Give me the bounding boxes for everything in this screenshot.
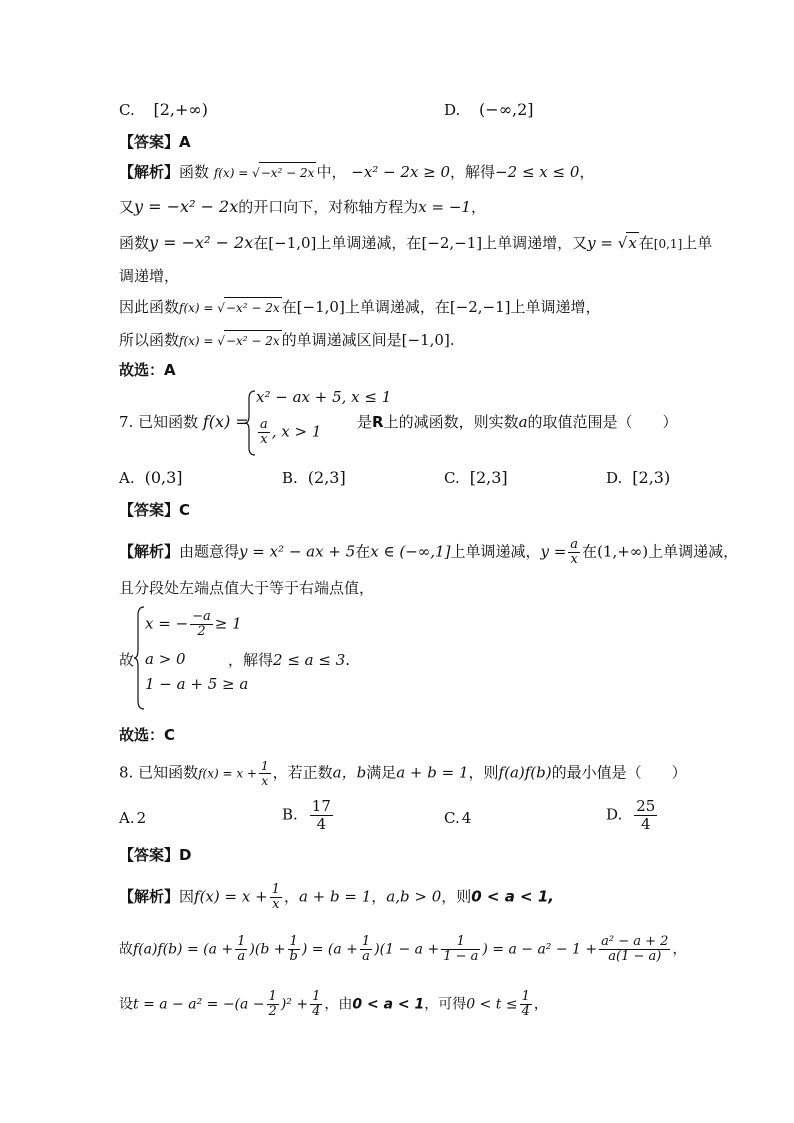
analysis-tag: 【解析】 [119, 887, 180, 906]
text: 又 [119, 198, 135, 216]
q8-analysis-line-2 [119, 935, 686, 964]
math: [−2,−1] [449, 298, 511, 316]
text: 所以函数 [119, 331, 180, 349]
option-value: [2,3] [469, 468, 508, 487]
numerator: −a [192, 609, 211, 624]
q7-case-1: x² − ax + 5, x ≤ 1 [256, 388, 392, 406]
denominator: 2 [197, 624, 206, 639]
option-value: 4 [461, 809, 472, 827]
q7-case-2 [256, 418, 321, 447]
denominator: 4 [641, 815, 651, 833]
text: 8. 已知函数 [119, 763, 199, 782]
text: 在 [582, 542, 598, 561]
q7-option-d [606, 468, 670, 488]
numerator: 25 [636, 797, 656, 815]
math: )² + [280, 996, 309, 1013]
numerator: 1 [312, 989, 321, 1004]
math: y = −x² − 2x [149, 233, 254, 252]
q8-option-c [444, 808, 471, 828]
math: a，b [332, 763, 367, 782]
option-label: B. [282, 805, 298, 824]
q6-analysis-line-4: 调递增， [119, 267, 180, 285]
q6-analysis-line-5: 因此函数f(x) = √−x² − 2x 在[−1,0]上单调递减，在[−2,−1]上单调递增， [119, 298, 601, 316]
q7-system-gu: 故 [119, 651, 135, 669]
math: [−2,−1] [421, 234, 483, 252]
denominator: a [237, 949, 246, 964]
text: . [449, 331, 455, 349]
analysis-tag: 【解析】 [119, 542, 180, 561]
numerator: 1 [271, 882, 280, 897]
q6-analysis-line-6: 所以函数f(x) = √−x² − 2x 的单调递减区间是[−1,0]. [119, 331, 455, 349]
math: −x² − 2x ≥ 0 [351, 163, 451, 181]
text: ，由 [324, 996, 353, 1013]
q7-choose: 故选：C [119, 726, 176, 744]
math: f(x) = x + [198, 766, 257, 781]
q6-analysis-line-2 [119, 197, 486, 217]
math: 0 < a < 1 [352, 996, 425, 1013]
analysis-tag: 【解析】 [119, 163, 180, 181]
q7-option-c [444, 468, 508, 488]
text: 故 [119, 941, 133, 958]
text: 上单调递增， [510, 298, 601, 316]
denominator: x [260, 432, 268, 447]
math: y = [587, 234, 618, 252]
text: 满足 [366, 763, 397, 782]
math: 0 < t ≤ [466, 996, 518, 1013]
q7-stem-number [119, 412, 249, 432]
text: 的单调递减区间是 [281, 331, 402, 349]
text: ，解得 [450, 163, 496, 181]
math: R [372, 413, 384, 431]
text: ， [371, 887, 387, 906]
text: ， [579, 163, 595, 181]
option-label: D. [606, 805, 623, 824]
text: ，可得 [424, 996, 467, 1013]
math: x ∈ (−∞,1] [370, 542, 451, 561]
math: f(x) = x + [194, 887, 268, 906]
math: )(b + [249, 941, 286, 958]
q7-answer: 【答案】C [119, 501, 191, 519]
math: [−1,0] [268, 234, 317, 252]
math: f(x) = [213, 166, 253, 180]
math: [−1,0] [401, 331, 450, 349]
text: 因此函数 [119, 298, 180, 316]
q8-answer: 【答案】D [119, 846, 192, 864]
option-value: (2,3] [307, 468, 346, 487]
text: 设 [119, 996, 133, 1013]
denominator: a(1 − a) [608, 949, 662, 964]
q7-system-line-1 [145, 610, 242, 639]
text: 函数 [179, 163, 210, 181]
math: , x > 1 [271, 422, 322, 441]
math: ≥ 1 [214, 614, 242, 633]
option-label: C. [444, 469, 460, 487]
math: (1,+∞) [597, 542, 649, 561]
math: f(x) = [202, 412, 249, 431]
text: 的取值范围是（ ） [527, 413, 678, 431]
q7-option-a [119, 468, 183, 488]
text: 上单调递减，在 [344, 298, 450, 316]
numerator: a [260, 417, 268, 432]
text: 上单调递增，又 [482, 234, 588, 252]
denominator: 1 − a [443, 949, 479, 964]
q7-analysis-line-2: 且分段处左端点值大于等于右端点值， [119, 579, 375, 597]
math: a [518, 413, 528, 431]
denominator: x [570, 552, 578, 567]
text: 上单调递减，在 [316, 234, 422, 252]
math: a,b > 0 [386, 887, 442, 906]
q8-stem [119, 759, 687, 788]
math: )(1 − a + [374, 941, 440, 958]
radicand: x [628, 234, 637, 252]
text: 7. 已知函数 [119, 413, 199, 431]
math: [−1,0] [296, 298, 345, 316]
option-label: D. [444, 101, 461, 119]
q7-option-b [282, 468, 346, 488]
option-label: B. [282, 469, 298, 487]
numerator: 1 [268, 989, 277, 1004]
text: 上单调递减， [450, 542, 541, 561]
text: 因 [179, 887, 195, 906]
math: f(a)f(b) = (a + [133, 941, 234, 958]
text: 在 [355, 542, 371, 561]
text: 上的减函数，则实数 [383, 413, 519, 431]
math: f(x) = [179, 334, 218, 348]
radicand: −x² − 2x [224, 330, 282, 351]
denominator: 4 [316, 815, 327, 833]
math: y = −x² − 2x [134, 197, 239, 216]
option-label: C. [119, 101, 135, 119]
math: a + b = 1 [298, 887, 372, 906]
q7-analysis-line-1 [119, 538, 738, 567]
text: 由题意得 [179, 542, 240, 561]
text: 上单调递减， [648, 542, 739, 561]
math: 0 < a < 1, [471, 887, 554, 906]
numerator: 1 [361, 934, 371, 949]
text: 是 [357, 413, 373, 431]
math: −2 ≤ x ≤ 0 [495, 163, 580, 181]
denominator: x [261, 774, 269, 788]
math: [0,1] [653, 237, 683, 251]
math: f(x) = [179, 301, 218, 315]
q6-analysis-line-1: 【解析】函数 f(x) = √−x² − 2x 中， −x² − 2x ≥ 0，解得−2 ≤ x ≤ 0， [119, 163, 595, 181]
math: y = x² − ax + 5 [239, 542, 356, 561]
numerator: 1 [441, 935, 480, 950]
denominator: 2 [268, 1004, 277, 1019]
math: t = a − a² = −(a − [133, 996, 265, 1013]
text: 在 [253, 234, 269, 252]
q6-option-c [119, 100, 208, 120]
text: ， [672, 941, 687, 958]
text: 函数 [119, 234, 150, 252]
numerator: a [570, 537, 579, 552]
q8-option-b [282, 798, 335, 833]
text: ， [470, 198, 486, 216]
denominator: a [362, 949, 370, 964]
option-value: [2,3) [632, 468, 671, 487]
denominator: 4 [312, 1004, 321, 1019]
numerator: 1 [288, 935, 300, 950]
radicand: −x² − 2x [259, 162, 317, 183]
option-label: A. [119, 809, 135, 827]
text: ，则 [441, 887, 472, 906]
option-value: (−∞,2] [479, 100, 534, 119]
q8-option-a [119, 808, 146, 828]
math: a + b = 1 [396, 763, 469, 782]
text: 在 [638, 234, 654, 252]
denominator: x [272, 897, 280, 912]
text: 上单 [682, 234, 713, 252]
denominator: 4 [521, 1004, 530, 1019]
math: 2 ≤ a ≤ 3 [273, 651, 346, 669]
text: 的开口向下，对称轴方程为 [238, 198, 419, 216]
q7-system-line-2: a > 0 [145, 650, 186, 668]
text: 中， [316, 163, 347, 181]
numerator: 1 [237, 934, 246, 949]
option-label: D. [606, 469, 623, 487]
option-value: [2,+∞) [153, 100, 208, 119]
q7-stem-rest [357, 412, 678, 432]
numerator: 1 [521, 989, 530, 1004]
text: . [345, 651, 351, 669]
math: ) = a − a² − 1 + [482, 941, 598, 958]
math: x = −1 [418, 198, 471, 216]
text: 在 [281, 298, 297, 316]
q8-analysis-line-3 [119, 990, 548, 1019]
q7-system-line-3: 1 − a + 5 ≥ a [145, 675, 249, 693]
q6-option-d [444, 100, 534, 120]
q8-option-d [606, 798, 659, 833]
text: ， [533, 996, 548, 1013]
option-label: C. [444, 809, 460, 827]
q8-analysis-line-1 [119, 883, 554, 912]
denominator: b [289, 949, 298, 964]
numerator: a² − a + 2 [601, 934, 669, 949]
text: 的最小值是（ ） [551, 763, 687, 782]
option-label: A. [119, 469, 135, 487]
math: x = − [145, 614, 189, 633]
option-value: 2 [136, 809, 147, 827]
q6-answer: 【答案】A [119, 133, 191, 151]
numerator: 1 [261, 759, 269, 773]
math: y = [540, 542, 567, 561]
text: ，则 [468, 763, 499, 782]
math: ) = (a + [301, 941, 358, 958]
numerator: 17 [311, 797, 331, 815]
math: f(a)f(b) [498, 763, 552, 782]
text: ，若正数 [272, 763, 333, 782]
text: ，解得 [228, 651, 274, 669]
q6-analysis-line-3: 函数y = −x² − 2x在[−1,0]上单调递减，在[−2,−1]上单调递增，又y = √x 在[0,1]上单 [119, 233, 713, 252]
text: ， [283, 887, 299, 906]
q6-choose: 故选：A [119, 361, 176, 379]
q7-system-solution [228, 650, 350, 670]
option-value: (0,3] [144, 468, 183, 487]
radicand: −x² − 2x [224, 297, 282, 318]
